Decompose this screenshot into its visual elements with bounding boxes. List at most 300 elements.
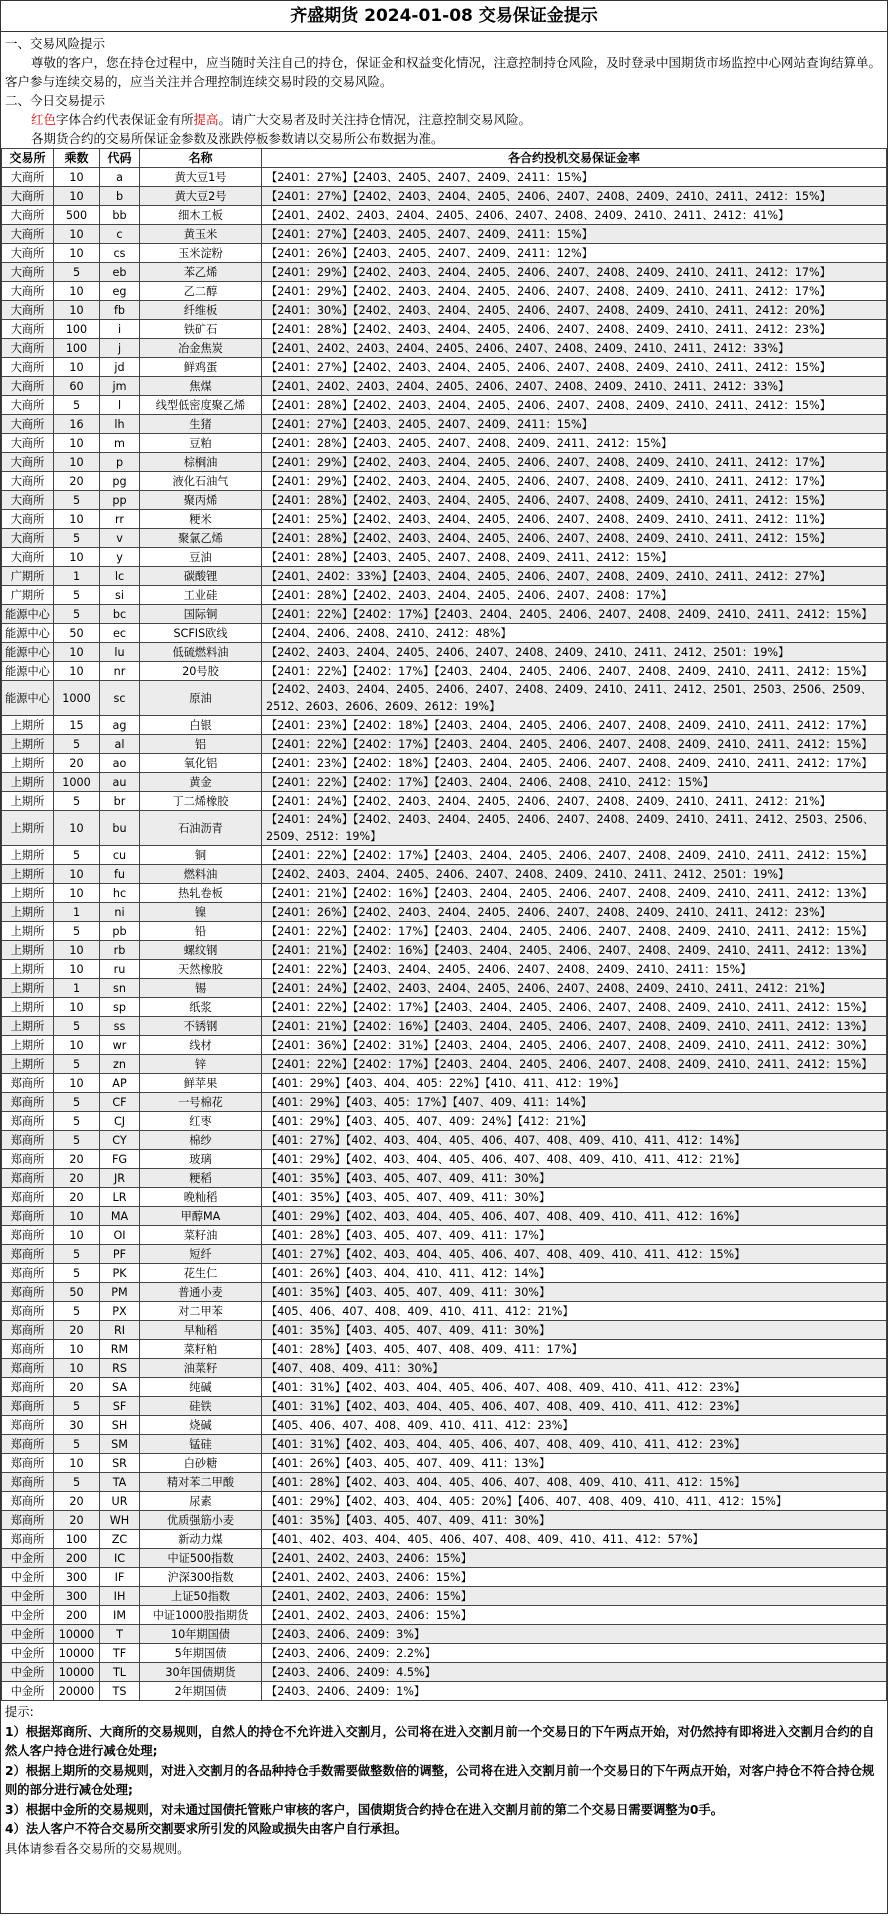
table-row — [2, 865, 887, 884]
cell-code: TS — [100, 1682, 140, 1701]
table-row — [2, 396, 887, 415]
table-row — [2, 1359, 887, 1378]
cell-code: SR — [100, 1454, 140, 1473]
cell-exchange: 郑商所 — [2, 1530, 54, 1549]
cell-exchange: 大商所 — [2, 415, 54, 434]
cell-multiplier: 20 — [54, 1188, 100, 1207]
cell-margin-rate: 【2401：27%】【2402、2403、2404、2405、2406、2407、2408、2409、2410、2411、2412：15%】 — [262, 358, 887, 377]
cell-code: lh — [100, 415, 140, 434]
cell-name: 黄大豆2号 — [140, 187, 262, 206]
cell-name: 中证500指数 — [140, 1549, 262, 1568]
cell-multiplier: 10 — [54, 643, 100, 662]
cell-margin-rate: 【401：29%】【402、403、404、405：20%】【406、407、408、409、410、411、412：15%】 — [262, 1492, 887, 1511]
cell-name: 棉纱 — [140, 1131, 262, 1150]
cell-multiplier: 1 — [54, 903, 100, 922]
cell-exchange: 大商所 — [2, 282, 54, 301]
table-row — [2, 773, 887, 792]
cell-name: 国际铜 — [140, 605, 262, 624]
cell-margin-rate: 【2401：27%】【2402、2403、2404、2405、2406、2407、2408、2409、2410、2411、2412：15%】 — [262, 187, 887, 206]
cell-exchange: 上期所 — [2, 1055, 54, 1074]
table-row — [2, 1625, 887, 1644]
cell-exchange: 上期所 — [2, 811, 54, 846]
table-row — [2, 510, 887, 529]
cell-code: ZC — [100, 1530, 140, 1549]
cell-code: v — [100, 529, 140, 548]
cell-multiplier: 10 — [54, 960, 100, 979]
cell-name: 对二甲苯 — [140, 1302, 262, 1321]
cell-margin-rate: 【2402、2403、2404、2405、2406、2407、2408、2409、2410、2411、2412、2501：19%】 — [262, 865, 887, 884]
cell-exchange: 大商所 — [2, 206, 54, 225]
cell-name: 豆粕 — [140, 434, 262, 453]
cell-margin-rate: 【2401：24%】【2402、2403、2404、2405、2406、2407、2408、2409、2410、2411、2412：21%】 — [262, 979, 887, 998]
cell-exchange: 广期所 — [2, 567, 54, 586]
cell-name: 纸浆 — [140, 998, 262, 1017]
table-row — [2, 1644, 887, 1663]
cell-margin-rate: 【2401：24%】【2402、2403、2404、2405、2406、2407、2408、2409、2410、2411、2412、2503、2506、2509、2512：19%】 — [262, 811, 887, 846]
cell-multiplier: 20 — [54, 1492, 100, 1511]
table-row — [2, 884, 887, 903]
table-row — [2, 979, 887, 998]
cell-multiplier: 10 — [54, 941, 100, 960]
cell-code: au — [100, 773, 140, 792]
cell-exchange: 大商所 — [2, 301, 54, 320]
table-row — [2, 377, 887, 396]
red-font-text: 红色 — [31, 112, 57, 127]
today-heading: 二、今日交易提示 — [5, 93, 106, 108]
cell-margin-rate: 【2401：22%】【2402：17%】【2403、2404、2406、2408、2410、2412：15%】 — [262, 773, 887, 792]
cell-name: 聚氯乙烯 — [140, 529, 262, 548]
cell-exchange: 大商所 — [2, 510, 54, 529]
cell-code: TF — [100, 1644, 140, 1663]
today-paragraph — [5, 110, 883, 129]
table-row — [2, 1283, 887, 1302]
cell-multiplier: 30 — [54, 1416, 100, 1435]
table-row — [2, 1169, 887, 1188]
cell-margin-rate: 【401：27%】【402、403、404、405、406、407、408、409、410、411、412：14%】 — [262, 1131, 887, 1150]
table-row — [2, 754, 887, 773]
cell-margin-rate: 【401：35%】【403、405、407、409、411：30%】 — [262, 1169, 887, 1188]
table-row — [2, 1492, 887, 1511]
cell-multiplier: 20 — [54, 1150, 100, 1169]
table-row — [2, 1587, 887, 1606]
cell-name: 聚丙烯 — [140, 491, 262, 510]
cell-multiplier: 100 — [54, 320, 100, 339]
table-row — [2, 225, 887, 244]
cell-multiplier: 5 — [54, 846, 100, 865]
cell-margin-rate: 【2401：21%】【2402：16%】【2403、2404、2405、2406、2407、2408、2409、2410、2411、2412：13%】 — [262, 884, 887, 903]
table-header-row — [2, 149, 887, 168]
cell-multiplier: 500 — [54, 206, 100, 225]
cell-multiplier: 5 — [54, 263, 100, 282]
table-row — [2, 415, 887, 434]
cell-multiplier: 5 — [54, 1055, 100, 1074]
cell-code: rr — [100, 510, 140, 529]
cell-multiplier: 10 — [54, 1454, 100, 1473]
cell-margin-rate: 【2401：25%】【2402、2403、2404、2405、2406、2407、2408、2409、2410、2411、2412：11%】 — [262, 510, 887, 529]
cell-code: cs — [100, 244, 140, 263]
cell-name: 油菜籽 — [140, 1359, 262, 1378]
cell-exchange: 大商所 — [2, 396, 54, 415]
cell-exchange: 上期所 — [2, 846, 54, 865]
table-row — [2, 1511, 887, 1530]
cell-exchange: 郑商所 — [2, 1245, 54, 1264]
table-row — [2, 735, 887, 754]
table-row — [2, 1055, 887, 1074]
cell-code: PM — [100, 1283, 140, 1302]
cell-exchange: 上期所 — [2, 735, 54, 754]
cell-multiplier: 10 — [54, 1340, 100, 1359]
cell-code: fu — [100, 865, 140, 884]
cell-exchange: 上期所 — [2, 1036, 54, 1055]
cell-exchange: 郑商所 — [2, 1226, 54, 1245]
cell-name: 5年期国债 — [140, 1644, 262, 1663]
table-row — [2, 586, 887, 605]
cell-multiplier: 1 — [54, 979, 100, 998]
cell-margin-rate: 【2401：22%】【2402：17%】【2403、2404、2405、2406、2407、2408、2409、2410、2411、2412：15%】 — [262, 1055, 887, 1074]
cell-name: 黄金 — [140, 773, 262, 792]
cell-code: rb — [100, 941, 140, 960]
cell-code: pb — [100, 922, 140, 941]
cell-name: 硅铁 — [140, 1397, 262, 1416]
cell-name: 黄大豆1号 — [140, 168, 262, 187]
cell-margin-rate: 【401：31%】【402、403、404、405、406、407、408、409、410、411、412：23%】 — [262, 1378, 887, 1397]
col-header-name: 名称 — [140, 149, 262, 168]
cell-multiplier: 10 — [54, 244, 100, 263]
cell-multiplier: 20 — [54, 472, 100, 491]
cell-multiplier: 5 — [54, 1473, 100, 1492]
cell-name: 锰硅 — [140, 1435, 262, 1454]
cell-code: eb — [100, 263, 140, 282]
cell-exchange: 上期所 — [2, 792, 54, 811]
cell-multiplier: 10 — [54, 187, 100, 206]
table-body — [2, 168, 887, 1701]
cell-name: 锌 — [140, 1055, 262, 1074]
cell-multiplier: 5 — [54, 491, 100, 510]
cell-code: fb — [100, 301, 140, 320]
cell-exchange: 中金所 — [2, 1606, 54, 1625]
cell-name: 铝 — [140, 735, 262, 754]
cell-code: pg — [100, 472, 140, 491]
cell-exchange: 上期所 — [2, 716, 54, 735]
cell-exchange: 上期所 — [2, 922, 54, 941]
cell-code: m — [100, 434, 140, 453]
table-row — [2, 1207, 887, 1226]
cell-margin-rate: 【401、402、403、404、405、406、407、408、409、410、411、412：57%】 — [262, 1530, 887, 1549]
cell-margin-rate: 【2401：23%】【2402：18%】【2403、2404、2405、2406、2407、2408、2409、2410、2411、2412：17%】 — [262, 716, 887, 735]
cell-multiplier: 200 — [54, 1549, 100, 1568]
cell-multiplier: 20 — [54, 1511, 100, 1530]
cell-exchange: 中金所 — [2, 1663, 54, 1682]
cell-multiplier: 60 — [54, 377, 100, 396]
cell-name: 热轧卷板 — [140, 884, 262, 903]
cell-margin-rate: 【401：31%】【402、403、404、405、406、407、408、409、410、411、412：23%】 — [262, 1435, 887, 1454]
cell-margin-rate: 【2401：21%】【2402：16%】【2403、2404、2405、2406、2407、2408、2409、2410、2411、2412：13%】 — [262, 941, 887, 960]
cell-name: 不锈钢 — [140, 1017, 262, 1036]
cell-code: si — [100, 586, 140, 605]
cell-multiplier: 5 — [54, 1435, 100, 1454]
cell-exchange: 郑商所 — [2, 1264, 54, 1283]
cell-code: CJ — [100, 1112, 140, 1131]
cell-name: 精对苯二甲酸 — [140, 1473, 262, 1492]
cell-multiplier: 5 — [54, 1131, 100, 1150]
cell-name: 甲醇MA — [140, 1207, 262, 1226]
cell-exchange: 大商所 — [2, 263, 54, 282]
table-row — [2, 1302, 887, 1321]
today-text-b: 。请广大交易者及时关注持仓情况，注意控制交易风险。 — [218, 112, 532, 127]
cell-exchange: 郑商所 — [2, 1416, 54, 1435]
cell-margin-rate: 【2401：26%】【2403、2405、2407、2409、2411：12%】 — [262, 244, 887, 263]
cell-margin-rate: 【401：29%】【403、405：17%】【407、409、411：14%】 — [262, 1093, 887, 1112]
cell-name: 鲜苹果 — [140, 1074, 262, 1093]
table-row — [2, 358, 887, 377]
cell-margin-rate: 【2401：29%】【2402、2403、2404、2405、2406、2407、2408、2409、2410、2411、2412：17%】 — [262, 472, 887, 491]
cell-multiplier: 10 — [54, 510, 100, 529]
table-row — [2, 1549, 887, 1568]
table-row — [2, 716, 887, 735]
cell-exchange: 能源中心 — [2, 624, 54, 643]
table-row — [2, 1226, 887, 1245]
cell-exchange: 郑商所 — [2, 1473, 54, 1492]
cell-margin-rate: 【401：29%】【403、404、405：22%】【410、411、412：19%】 — [262, 1074, 887, 1093]
cell-multiplier: 5 — [54, 1245, 100, 1264]
table-row — [2, 1150, 887, 1169]
cell-code: PK — [100, 1264, 140, 1283]
table-row — [2, 605, 887, 624]
cell-name: 乙二醇 — [140, 282, 262, 301]
table-row — [2, 1074, 887, 1093]
cell-exchange: 大商所 — [2, 320, 54, 339]
cell-name: 铁矿石 — [140, 320, 262, 339]
table-row — [2, 662, 887, 681]
cell-name: 铜 — [140, 846, 262, 865]
cell-exchange: 大商所 — [2, 187, 54, 206]
cell-multiplier: 10 — [54, 884, 100, 903]
cell-multiplier: 5 — [54, 792, 100, 811]
cell-multiplier: 16 — [54, 415, 100, 434]
cell-code: MA — [100, 1207, 140, 1226]
cell-code: LR — [100, 1188, 140, 1207]
cell-code: ni — [100, 903, 140, 922]
cell-multiplier: 1000 — [54, 681, 100, 716]
cell-code: b — [100, 187, 140, 206]
cell-multiplier: 5 — [54, 396, 100, 415]
cell-name: 粳稻 — [140, 1169, 262, 1188]
cell-multiplier: 10 — [54, 434, 100, 453]
cell-margin-rate: 【2401：29%】【2402、2403、2404、2405、2406、2407、2408、2409、2410、2411、2412：17%】 — [262, 263, 887, 282]
cell-margin-rate: 【2401：22%】【2402：17%】【2403、2404、2405、2406、2407、2408、2409、2410、2411、2412：15%】 — [262, 846, 887, 865]
col-header-multiplier: 乘数 — [54, 149, 100, 168]
cell-name: 一号棉花 — [140, 1093, 262, 1112]
cell-margin-rate: 【401：26%】【403、404、410、411、412：14%】 — [262, 1264, 887, 1283]
cell-code: TA — [100, 1473, 140, 1492]
risk-paragraph: 尊敬的客户，您在持仓过程中，应当随时关注自己的持仓，保证金和权益变化情况，注意控制持仓风险，及时登录中国期货市场监控中心网站查询结算单。客户参与连续交易的，应当关注并合理控制连续交易时段的交易风险。 — [5, 55, 882, 89]
cell-name: 白银 — [140, 716, 262, 735]
cell-code: RM — [100, 1340, 140, 1359]
cell-exchange: 郑商所 — [2, 1207, 54, 1226]
cell-code: SA — [100, 1378, 140, 1397]
cell-name: 烧碱 — [140, 1416, 262, 1435]
cell-code: wr — [100, 1036, 140, 1055]
page-title: 齐盛期货 2024-01-08 交易保证金提示 — [1, 1, 887, 32]
cell-margin-rate: 【401：27%】【402、403、404、405、406、407、408、409、410、411、412：15%】 — [262, 1245, 887, 1264]
cell-exchange: 上期所 — [2, 941, 54, 960]
footer-notes — [1, 1701, 887, 1861]
cell-margin-rate: 【2401：27%】【2403、2405、2407、2409、2411：15%】 — [262, 168, 887, 187]
table-row — [2, 1606, 887, 1625]
table-row — [2, 903, 887, 922]
table-row — [2, 1663, 887, 1682]
cell-margin-rate: 【2401、2402、2403、2406：15%】 — [262, 1587, 887, 1606]
cell-multiplier: 10 — [54, 358, 100, 377]
cell-code: SH — [100, 1416, 140, 1435]
cell-margin-rate: 【2403、2406、2409：2.2%】 — [262, 1644, 887, 1663]
cell-exchange: 郑商所 — [2, 1378, 54, 1397]
cell-multiplier: 20 — [54, 1169, 100, 1188]
cell-code: zn — [100, 1055, 140, 1074]
cell-margin-rate: 【2403、2406、2409：1%】 — [262, 1682, 887, 1701]
cell-code: bu — [100, 811, 140, 846]
cell-exchange: 大商所 — [2, 339, 54, 358]
cell-multiplier: 10 — [54, 662, 100, 681]
cell-margin-rate: 【2403、2406、2409：3%】 — [262, 1625, 887, 1644]
cell-code: lc — [100, 567, 140, 586]
cell-name: 低硫燃料油 — [140, 643, 262, 662]
cell-code: T — [100, 1625, 140, 1644]
cell-exchange: 郑商所 — [2, 1302, 54, 1321]
cell-exchange: 能源中心 — [2, 681, 54, 716]
footer-note-5: 具体请参看各交易所的交易规则。 — [5, 1841, 190, 1856]
cell-exchange: 广期所 — [2, 586, 54, 605]
footer-note-4: 4）法人客户不符合交易所交割要求所引发的风险或损失由客户自行承担。 — [5, 1822, 408, 1836]
cell-name: 冶金焦炭 — [140, 339, 262, 358]
table-row — [2, 1568, 887, 1587]
cell-multiplier: 10000 — [54, 1663, 100, 1682]
cell-multiplier: 5 — [54, 735, 100, 754]
cell-exchange: 郑商所 — [2, 1359, 54, 1378]
cell-exchange: 郑商所 — [2, 1492, 54, 1511]
cell-margin-rate: 【2401：27%】【2403、2405、2407、2409、2411：15%】 — [262, 225, 887, 244]
cell-name: 白砂糖 — [140, 1454, 262, 1473]
cell-name: 生猪 — [140, 415, 262, 434]
cell-exchange: 上期所 — [2, 903, 54, 922]
cell-code: TL — [100, 1663, 140, 1682]
cell-multiplier: 100 — [54, 339, 100, 358]
cell-name: 液化石油气 — [140, 472, 262, 491]
cell-multiplier: 300 — [54, 1587, 100, 1606]
table-row — [2, 811, 887, 846]
cell-exchange: 上期所 — [2, 773, 54, 792]
cell-multiplier: 300 — [54, 1568, 100, 1587]
cell-name: 氧化铝 — [140, 754, 262, 773]
cell-exchange: 郑商所 — [2, 1511, 54, 1530]
cell-exchange: 郑商所 — [2, 1283, 54, 1302]
cell-name: 玻璃 — [140, 1150, 262, 1169]
table-row — [2, 472, 887, 491]
cell-margin-rate: 【401：31%】【402、403、404、405、406、407、408、409、410、411、412：23%】 — [262, 1397, 887, 1416]
cell-code: j — [100, 339, 140, 358]
table-row — [2, 1340, 887, 1359]
col-header-code: 代码 — [100, 149, 140, 168]
cell-name: 玉米淀粉 — [140, 244, 262, 263]
cell-multiplier: 5 — [54, 1264, 100, 1283]
cell-exchange: 能源中心 — [2, 643, 54, 662]
cell-code: cu — [100, 846, 140, 865]
cell-margin-rate: 【2401：26%】【2402、2403、2404、2405、2406、2407、2408、2409、2410、2411、2412：23%】 — [262, 903, 887, 922]
cell-margin-rate: 【2401：30%】【2402、2403、2404、2405、2406、2407、2408、2409、2410、2411、2412：20%】 — [262, 301, 887, 320]
cell-multiplier: 10 — [54, 168, 100, 187]
footer-note-1: 1）根据郑商所、大商所的交易规则，自然人的持仓不允许进入交割月，公司将在进入交割月前一个交易日的下午两点开始，对仍然持有即将进入交割月合约的自然人客户持仓进行减仓处理; — [5, 1724, 875, 1758]
cell-code: ag — [100, 716, 140, 735]
cell-code: lu — [100, 643, 140, 662]
table-row — [2, 1473, 887, 1492]
cell-multiplier: 200 — [54, 1606, 100, 1625]
cell-exchange: 郑商所 — [2, 1397, 54, 1416]
cell-multiplier: 5 — [54, 1302, 100, 1321]
cell-name: 10年期国债 — [140, 1625, 262, 1644]
cell-name: 优质强筋小麦 — [140, 1511, 262, 1530]
cell-name: 鲜鸡蛋 — [140, 358, 262, 377]
cell-exchange: 中金所 — [2, 1587, 54, 1606]
cell-code: sc — [100, 681, 140, 716]
cell-name: 20号胶 — [140, 662, 262, 681]
cell-multiplier: 10 — [54, 1226, 100, 1245]
cell-code: RI — [100, 1321, 140, 1340]
cell-code: IM — [100, 1606, 140, 1625]
cell-name: 线材 — [140, 1036, 262, 1055]
cell-multiplier: 1000 — [54, 773, 100, 792]
cell-code: SF — [100, 1397, 140, 1416]
cell-name: 中证1000股指期货 — [140, 1606, 262, 1625]
cell-name: 细木工板 — [140, 206, 262, 225]
cell-exchange: 郑商所 — [2, 1093, 54, 1112]
cell-name: SCFIS欧线 — [140, 624, 262, 643]
cell-name: 苯乙烯 — [140, 263, 262, 282]
cell-exchange: 中金所 — [2, 1682, 54, 1701]
cell-multiplier: 10 — [54, 301, 100, 320]
cell-margin-rate: 【401：35%】【403、405、407、409、411：30%】 — [262, 1321, 887, 1340]
table-row — [2, 206, 887, 225]
cell-margin-rate: 【401：28%】【402、403、404、405、406、407、408、409、410、411、412：15%】 — [262, 1473, 887, 1492]
table-row — [2, 1416, 887, 1435]
footer-label: 提示: — [5, 1705, 34, 1719]
cell-margin-rate: 【2401、2402、2403、2406：15%】 — [262, 1606, 887, 1625]
cell-multiplier: 10 — [54, 1036, 100, 1055]
cell-code: ao — [100, 754, 140, 773]
cell-name: 天然橡胶 — [140, 960, 262, 979]
cell-name: 菜籽油 — [140, 1226, 262, 1245]
cell-name: 菜籽粕 — [140, 1340, 262, 1359]
cell-code: a — [100, 168, 140, 187]
footer-note-3: 3）根据中金所的交易规则，对未通过国债托管账户审核的客户，国债期货合约持仓在进入交割月前的第二个交易日需要调整为0手。 — [5, 1802, 724, 1817]
cell-exchange: 大商所 — [2, 168, 54, 187]
cell-margin-rate: 【2401：22%】【2402：17%】【2403、2404、2405、2406、2407、2408、2409、2410、2411、2412：15%】 — [262, 735, 887, 754]
cell-margin-rate: 【2401：22%】【2402：17%】【2403、2404、2405、2406、2407、2408、2409、2410、2411、2412：15%】 — [262, 662, 887, 681]
cell-multiplier: 5 — [54, 1112, 100, 1131]
cell-margin-rate: 【2401：24%】【2402、2403、2404、2405、2406、2407、2408、2409、2410、2411、2412：21%】 — [262, 792, 887, 811]
cell-multiplier: 10000 — [54, 1644, 100, 1663]
cell-multiplier: 10 — [54, 282, 100, 301]
table-row — [2, 792, 887, 811]
cell-exchange: 郑商所 — [2, 1454, 54, 1473]
cell-margin-rate: 【2401：29%】【2402、2403、2404、2405、2406、2407、2408、2409、2410、2411、2412：17%】 — [262, 453, 887, 472]
table-row — [2, 1435, 887, 1454]
cell-exchange: 郑商所 — [2, 1321, 54, 1340]
table-row — [2, 548, 887, 567]
cell-multiplier: 5 — [54, 529, 100, 548]
cell-exchange: 郑商所 — [2, 1435, 54, 1454]
table-row — [2, 1188, 887, 1207]
cell-multiplier: 10 — [54, 1074, 100, 1093]
